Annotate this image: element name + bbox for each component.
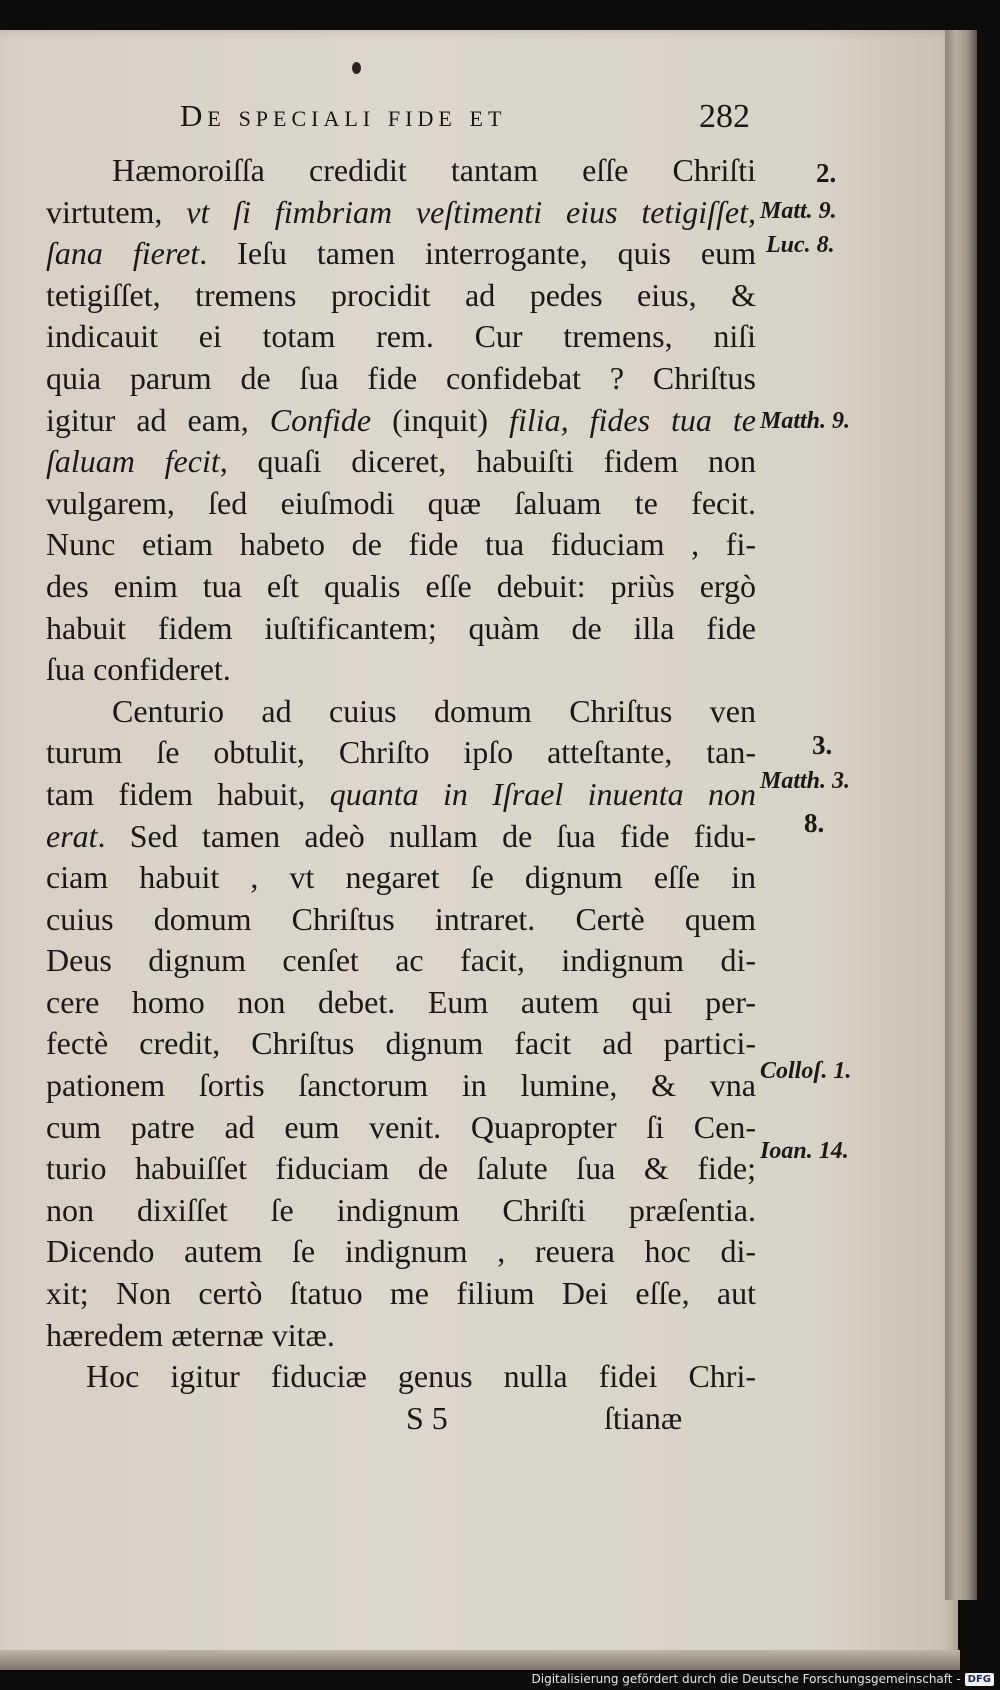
dfg-logo: DFG <box>965 1673 994 1686</box>
digitization-credit <box>532 1672 995 1686</box>
text-line: des enim tua eſt qualis eſſe debuit: priùs ergò <box>46 567 756 604</box>
margin-note: Matt. 9. <box>760 198 837 224</box>
signature-mark: S 5 <box>406 1399 448 1436</box>
page-number: 282 <box>699 98 750 135</box>
italic-quote: ſana fieret <box>46 235 200 272</box>
text-line: Centurio ad cuius domum Chriſtus ven <box>112 692 756 729</box>
text-line: fectè credit, Chriſtus dignum facit ad partici- <box>46 1025 756 1062</box>
text-line: indicauit ei totam rem. Cur tremens, niſi <box>46 318 756 355</box>
text-segment: virtutem, <box>46 193 187 230</box>
ink-spot <box>352 62 361 74</box>
text-line: habuit fidem iuſtificantem; quàm de illa fide <box>46 609 756 646</box>
margin-note: 2. <box>816 158 837 188</box>
text-line <box>46 233 756 275</box>
text-line: tetigiſſet, tremens procidit ad pedes eius, & <box>46 276 756 313</box>
running-head <box>180 98 750 148</box>
italic-quote: ſaluam fecit <box>46 443 220 480</box>
text-segment: . Ieſu tamen interrogante, quis eum <box>199 235 757 272</box>
text-line <box>46 774 756 816</box>
text-segment: igitur ad eam, <box>46 401 270 438</box>
text-line: quia parum de ſua fide confidebat ? Chriſtus <box>46 359 756 396</box>
text-segment: tam fidem habuit, <box>46 775 330 812</box>
text-segment: (inquit) <box>371 401 510 438</box>
text-line: cuius domum Chriſtus intraret. Certè quem <box>46 900 756 937</box>
text-line: non dixiſſet ſe indignum Chriſti præſentia. <box>46 1191 756 1228</box>
text-line: turio habuiſſet fiduciam de ſalute ſua & fide; <box>46 1150 756 1187</box>
credit-text: Digitalisierung gefördert durch die Deutsche Forschungsgemeinschaft - <box>531 1672 961 1686</box>
margin-note: 3. <box>812 730 833 760</box>
text-line: pationem ſortis ſanctorum in lumine, & vna <box>46 1067 756 1104</box>
margin-note: Luc. 8. <box>766 232 835 258</box>
margin-note: Ioan. 14. <box>760 1138 849 1164</box>
text-line: xit; Non certò ſtatuo me filium Dei eſſe, aut <box>46 1275 756 1312</box>
text-line: Hoc igitur fiduciæ genus nulla fidei Chri- <box>86 1358 756 1395</box>
text-line: Deus dignum cenſet ac facit, indignum di- <box>46 942 756 979</box>
margin-note: 8. <box>804 808 825 838</box>
italic-quote: Confide <box>269 401 372 438</box>
signature-line <box>46 1398 756 1440</box>
running-title: De speciali fide et <box>180 98 507 133</box>
text-line: ciam habuit , vt negaret ſe dignum eſſe in <box>46 859 756 896</box>
text-line: ſua confideret. <box>46 651 231 688</box>
italic-quote: quanta in Iſrael inuenta non <box>329 775 757 812</box>
text-line: hæredem æternæ vitæ. <box>46 1316 335 1353</box>
text-line: Hæmoroiſſa credidit tantam eſſe Chriſti <box>112 152 756 188</box>
catchword: ſtianæ <box>604 1399 683 1436</box>
margin-note: Colloſ. 1. <box>760 1058 852 1084</box>
text-line: Dicendo autem ſe indignum , reuera hoc di- <box>46 1233 756 1270</box>
text-line <box>46 192 756 234</box>
italic-quote: erat <box>46 817 98 854</box>
margin-note: Matth. 3. <box>760 768 851 794</box>
text-line: turum ſe obtulit, Chriſto ipſo atteſtante, tan- <box>46 734 756 771</box>
text-segment: , quaſi diceret, habuiſti fidem non <box>219 443 756 480</box>
text-line: vulgarem, ſed eiuſmodi quæ ſaluam te fecit. <box>46 484 756 521</box>
text-line <box>46 816 756 858</box>
body-text <box>46 150 756 1439</box>
text-line: cere homo non debet. Eum autem qui per- <box>46 983 756 1020</box>
margin-note: Matth. 9. <box>760 408 851 434</box>
text-line <box>46 441 756 483</box>
italic-quote: filia, fides tua te <box>509 401 756 438</box>
text-line: Nunc etiam habeto de fide tua fiduciam , fi- <box>46 526 756 563</box>
text-segment: . Sed tamen adeò nullam de ſua fide fidu- <box>97 817 756 854</box>
page-edge-bottom <box>0 1650 960 1670</box>
page-edge <box>945 30 977 1600</box>
text-line: cum patre ad eum venit. Quapropter ſi Cen- <box>46 1108 756 1145</box>
text-line <box>46 400 756 442</box>
italic-quote: vt ſi fimbriam veſtimenti eius tetigiſſet, <box>186 193 757 230</box>
